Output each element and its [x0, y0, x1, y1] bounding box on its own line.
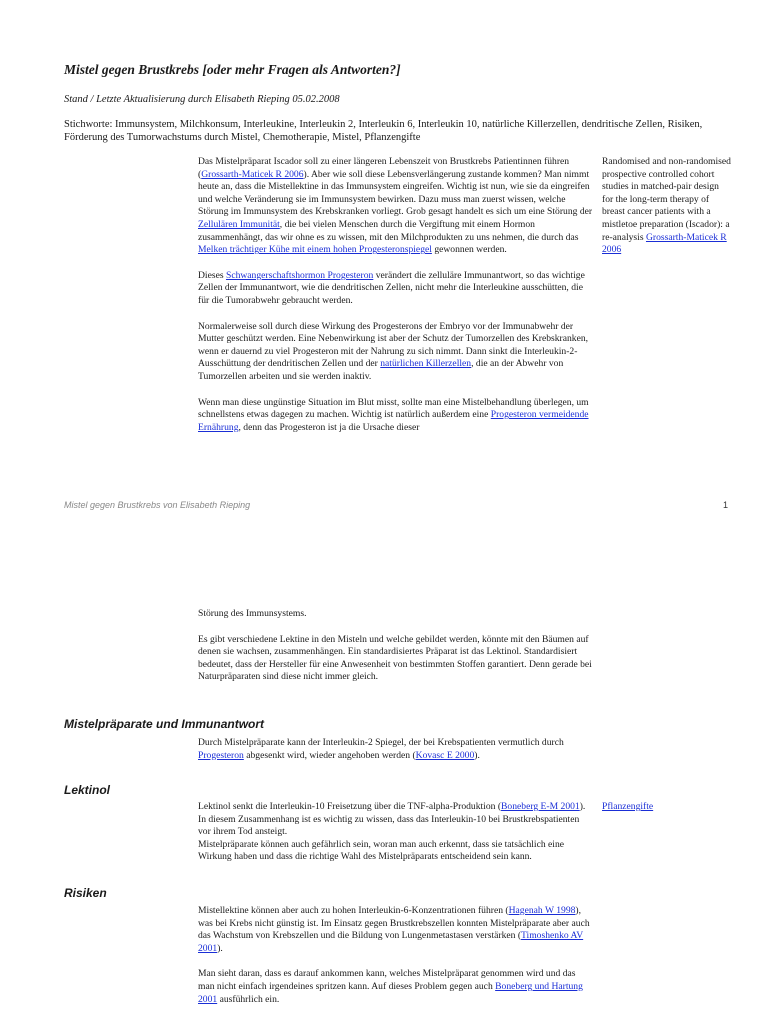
section-lektinol — [198, 801, 593, 877]
paragraph-embryo: Normalerweise soll durch diese Wirkung des Progesterons der Embryo vor der Immunabwehr der Mutter geschützt werden. Eine Nebenwirkung ist aber der Schutz der Tumorzellen des Krebskranken, wenn er dauernd zu viel Progesteron mit der Nahrung zu sich nimmt. Dann sinkt die Interleukin-2-Ausschüttung der dendritischen Zellen und der natürlichen Killerzellen, die an der Abwehr von Tumorzellen arbeiten und sie werden inaktiv. — [198, 320, 589, 382]
link-zellulaere-immunitaet[interactable]: Zellulären Immunität — [198, 218, 280, 230]
link-schwangerschaftshormon[interactable]: Schwangerschaftshormon Progesteron — [225, 269, 374, 281]
page-footer: Mistel gegen Brustkrebs von Elisabeth Rieping — [64, 500, 251, 510]
page-number: 1 — [723, 500, 729, 510]
paragraph-praeparat-wahl: Man sieht daran, dass es darauf ankommen kann, welches Mistelpräparat genommen wird und das man nicht einfach irgendeines spritzen kann. Auf dieses Problem gegen auch Boneberg und Hartung 2001 ausführlich ein. — [198, 968, 583, 1005]
paragraph-interleukin2: Durch Mistelpräparate kann der Interleukin-2 Spiegel, der bei Krebspatienten vermutlich durch Progesteron abgesenkt wird, wieder angehoben werden (Kovasc E 2000). — [198, 737, 564, 761]
paragraph-intro: Das Mistelpräparat Iscador soll zu einer längeren Lebenszeit von Brustkrebs Patientinnen führen (Grossarth-Maticek R 2006). Aber wie soll diese Lebensverlängerung zustande kommen? Man nimmt heute an, dass die Mistellektine in das Immunsystem eingreifen. Wichtig ist nun, wie sie da eingreifen und welche Veränderung sie im Immunsystem bewirken. Dazu muss man zuerst wissen, welche Störung im Immunsystem des Krebskranken vorliegt. Grob gesagt handelt es sich um eine Störung der Zellulären Immunität, die bei vielen Menschen durch die Vergiftung mit einem Hormon zusammenhängt, das wir ohne es zu wissen, mit den Milchprodukten zu uns nehmen, die durch das Melken trächtiger Kühe mit einem hohen Progesteronspiegel gewonnen werden. — [198, 156, 593, 256]
link-timoshenko[interactable]: Timoshenko AV 2001 — [198, 930, 584, 954]
link-boneberg-hartung[interactable]: Boneberg und Hartung 2001 — [198, 980, 583, 1005]
section-immunantwort — [198, 737, 593, 775]
main-column-page-1 — [198, 156, 593, 447]
heading-immunantwort: Mistelpräparate und Immunantwort — [64, 717, 265, 731]
sidebar-link-pflanzengifte[interactable]: Pflanzengifte — [602, 801, 654, 812]
main-column-page-2 — [198, 608, 593, 697]
paragraph-blut: Wenn man diese ungünstige Situation im Blut misst, sollte man eine Mistelbehandlung überlegen, um schnellstens etwas dagegen zu machen. Wichtig ist natürlich außerdem eine Progesteron vermeidende Ernährung, denn das Progesteron ist ja die Ursache dieser — [198, 396, 589, 433]
link-grossarth-maticek[interactable]: Grossarth-Maticek R 2006 — [201, 168, 304, 180]
link-ernaehrung[interactable]: Progesteron vermeidende Ernährung — [198, 409, 589, 433]
section-risiken — [198, 905, 593, 1019]
paragraph-progesteron: Dieses Schwangerschaftshormon Progesteron verändert die zelluläre Immunantwort, so das wichtige Zellen der Immunantwort, wie die dendritischen Zellen, nicht mehr die Interleukine ausschütten, die für die Tumorabwehr gebraucht werden. — [198, 269, 585, 306]
link-progesteron[interactable]: Progesteron — [198, 749, 244, 761]
page-title: Mistel gegen Brustkrebs [oder mehr Fragen als Antworten?] — [64, 62, 401, 77]
keywords: Stichworte: Immunsystem, Milchkonsum, Interleukine, Interleukin 2, Interleukin 6, Interleukin 10, natürliche Killerzellen, dendritische Zellen, Risiken, Förderung des Tumorwachstums durch Mistel, Chemotherapie, Mistel, Pflanzengifte — [64, 119, 703, 143]
sidebar-pflanzengifte — [602, 801, 732, 814]
link-killerzellen[interactable]: natürlichen Killerzellen — [380, 358, 472, 370]
paragraph-stoerung: Störung des Immunsystems. — [198, 608, 307, 619]
link-kovasc[interactable]: Kovasc E 2000 — [415, 749, 475, 761]
paragraph-interleukin6: Mistellektine können aber auch zu hohen Interleukin-6-Konzentrationen führen (Hagenah W 1998), was bei Krebs nicht günstig ist. Im Einsatz gegen Brustkrebszellen konnten Mistelpräparate aber auch das Wachstum von Krebszellen und die Bildung von Lungenmetastasen verstärken (Timoshenko AV 2001). — [198, 905, 590, 954]
sidebar-link-grossarth[interactable]: Grossarth-Maticek R 2006 — [602, 231, 727, 256]
sidebar-reference: Randomised and non-randomised prospective controlled cohort studies in matched-pair design for the long-term therapy of breast cancer patients with a mistletoe preparation (Iscador): a re-analysis Grossarth-Maticek R 2006 — [602, 156, 731, 256]
paragraph-lektinol: Lektinol senkt die Interleukin-10 Freisetzung über die TNF-alpha-Produktion (Boneberg E-M 2001). In diesem Zusammenhang ist es wichtig zu wissen, dass das Interleukin-10 bei Brustkrebspatienten vor ihrem Tod ansteigt. Mistelpräparate können auch gefährlich sein, woran man auch erkennt, dass sie tatsächlich eine Wirkung haben und dass die richtige Wahl des Mistelpräparats entscheidend sein kann. — [198, 801, 586, 863]
link-boneberg[interactable]: Boneberg E-M 2001 — [501, 801, 580, 812]
heading-lektinol: Lektinol — [64, 783, 111, 797]
link-hagenah[interactable]: Hagenah W 1998 — [508, 905, 576, 916]
last-updated: Stand / Letzte Aktualisierung durch Elisabeth Rieping 05.02.2008 — [64, 94, 340, 105]
heading-risiken: Risiken — [64, 886, 107, 900]
paragraph-lektine: Es gibt verschiedene Lektine in den Misteln und welche gebildet werden, könnte mit den Bäumen auf denen sie wachsen, zusammenhängen. Ein standardisiertes Präparat ist das Lektinol. Standardisiert bedeutet, dass der Hersteller für eine Anwesenheit von bestimmten Stoffen garantiert. Denn gerade bei Naturpräparaten sind diese nicht immer gleich. — [198, 633, 592, 683]
link-melken-kuehe[interactable]: Melken trächtiger Kühe mit einem hohen Progesteronspiegel — [198, 244, 432, 256]
